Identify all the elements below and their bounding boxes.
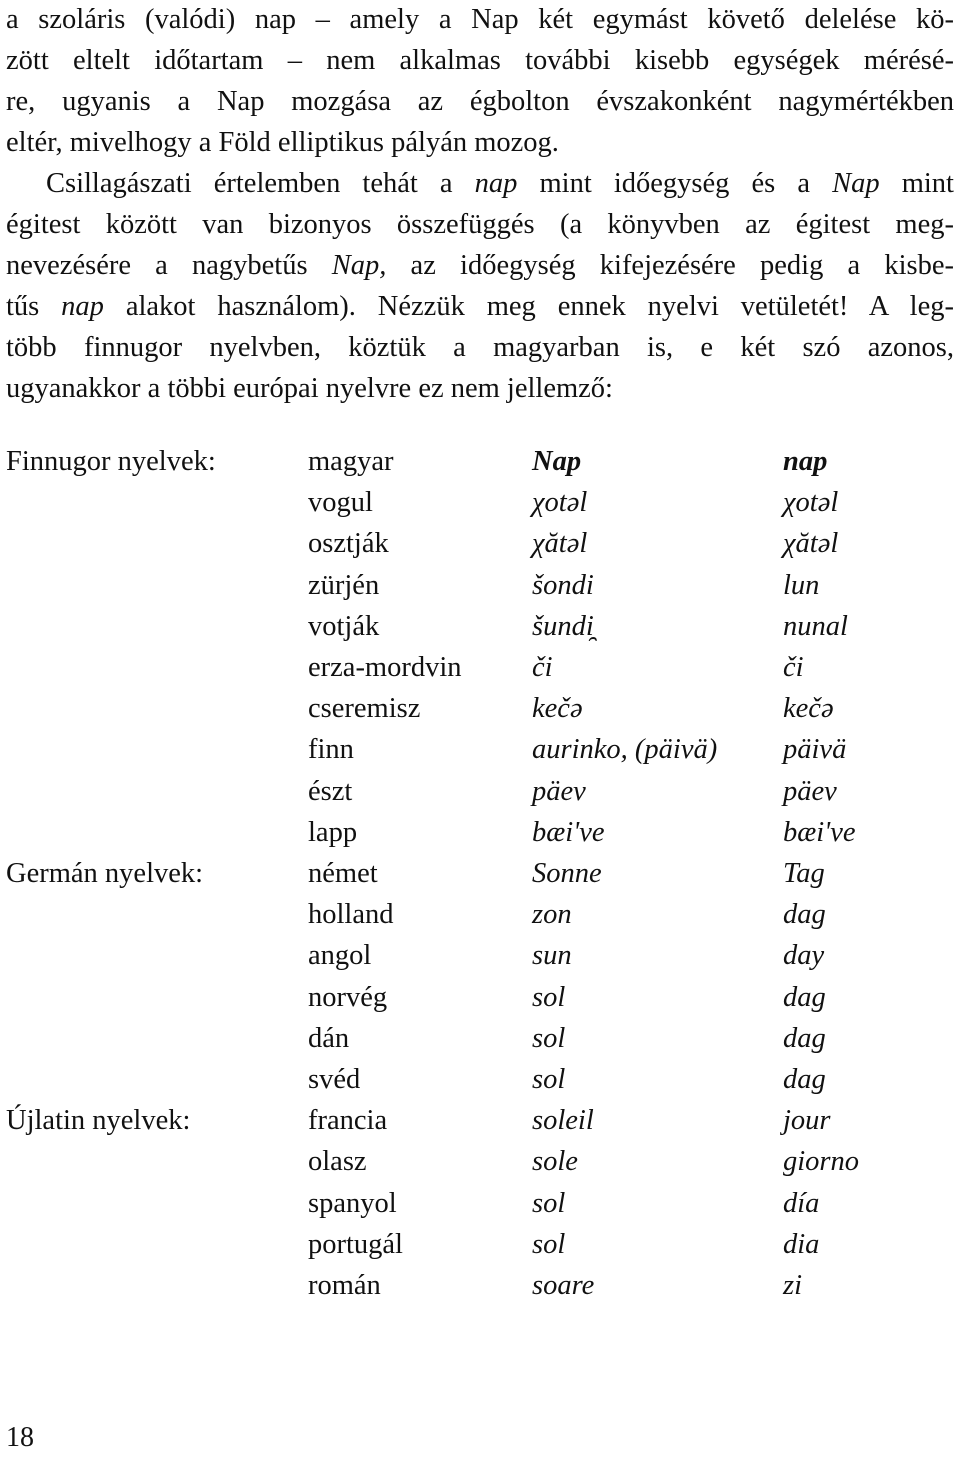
- table-row: [6, 1183, 953, 1224]
- day-word-cell: päev: [783, 775, 837, 807]
- paragraph-line: zött eltelt időtartam – nem alkalmas további kisebb egységek mérésé-: [6, 45, 954, 76]
- table-row: [6, 771, 953, 812]
- day-word-cell: giorno: [783, 1146, 860, 1178]
- table-row: [6, 482, 953, 523]
- table-row: [6, 688, 953, 729]
- table-row: [6, 1265, 953, 1306]
- sun-word-cell: sun: [532, 940, 572, 972]
- day-word-cell: jour: [783, 1105, 831, 1137]
- language-group-cell: [6, 565, 308, 606]
- day-word-cell: dia: [783, 1228, 820, 1260]
- sun-word-cell: sol: [532, 1187, 566, 1219]
- table-row: [6, 441, 953, 482]
- language-group-cell: [6, 1059, 308, 1100]
- page-number: 18: [6, 1422, 34, 1453]
- table-row: [6, 894, 953, 935]
- table-row: [6, 1100, 953, 1141]
- table-row: [6, 812, 953, 853]
- language-name-cell: angol: [308, 940, 372, 972]
- italic-term: nap: [61, 291, 104, 322]
- paragraph-line: ugyanakkor a többi európai nyelvre ez nem jellemző:: [6, 373, 613, 404]
- language-group-cell: [6, 523, 308, 564]
- table-row: [6, 935, 953, 976]
- language-group-cell: [6, 977, 308, 1018]
- table-row: [6, 647, 953, 688]
- day-word-cell: dag: [783, 899, 826, 931]
- day-word-cell: kečə: [783, 693, 834, 725]
- language-group-cell: [6, 688, 308, 729]
- paragraph-line: eltér, mivelhogy a Föld elliptikus pályán mozog.: [6, 127, 559, 158]
- sun-word-cell: šondi: [532, 569, 594, 601]
- text-run: tűs: [6, 291, 62, 322]
- day-word-cell: Tag: [783, 858, 825, 890]
- paragraph-line: [46, 164, 954, 204]
- table-row: [6, 1059, 953, 1100]
- language-name-cell: svéd: [308, 1064, 361, 1096]
- language-name-cell: lapp: [308, 816, 358, 848]
- table-row: [6, 729, 953, 770]
- text-run: az időegység kifejezésére pedig a kisbe-: [386, 250, 954, 281]
- language-group-cell: [6, 935, 308, 976]
- language-name-cell: osztják: [308, 528, 389, 560]
- day-word-cell: dag: [783, 1022, 826, 1054]
- language-name-cell: norvég: [308, 981, 388, 1013]
- language-name-cell: zürjén: [308, 569, 380, 601]
- text-run: nevezésére a nagybetűs: [6, 250, 332, 281]
- table-row: [6, 523, 953, 564]
- day-word-cell: χătəl: [783, 528, 839, 560]
- day-word-cell: lun: [783, 569, 820, 601]
- language-name-cell: román: [308, 1270, 381, 1302]
- sun-word-cell: sol: [532, 1228, 566, 1260]
- text-run: mint: [879, 168, 954, 199]
- language-name-cell: francia: [308, 1105, 388, 1137]
- day-word-cell: dag: [783, 981, 826, 1013]
- language-name-cell: erza-mordvin: [308, 652, 462, 684]
- language-group-cell: Finnugor nyelvek:: [6, 446, 216, 477]
- language-group-cell: [6, 812, 308, 853]
- day-word-cell: nunal: [783, 610, 848, 642]
- sun-word-cell: sol: [532, 1022, 566, 1054]
- sun-word-cell: Sonne: [532, 858, 602, 890]
- table-row: [6, 1018, 953, 1059]
- language-name-cell: spanyol: [308, 1187, 397, 1219]
- sun-word-cell: sol: [532, 1064, 566, 1096]
- day-word-cell: nap: [783, 446, 828, 477]
- table-row: [6, 606, 953, 647]
- language-name-cell: olasz: [308, 1146, 367, 1178]
- paragraph-line: [6, 287, 954, 327]
- language-name-cell: finn: [308, 734, 354, 766]
- sun-word-cell: kečə: [532, 693, 583, 725]
- day-word-cell: či: [783, 652, 804, 684]
- sun-word-cell: soare: [532, 1270, 595, 1302]
- sun-day-word-table: [6, 441, 953, 1306]
- paragraph-line: több finnugor nyelvben, köztük a magyarban is, e két szó azonos,: [6, 332, 954, 363]
- language-group-cell: [6, 647, 308, 688]
- day-word-cell: dag: [783, 1064, 826, 1096]
- language-name-cell: cseremisz: [308, 693, 421, 725]
- sun-word-cell: sol: [532, 981, 566, 1013]
- day-word-cell: zi: [783, 1270, 803, 1302]
- paragraph-line: égitest között van bizonyos összefüggés (a könyvben az égitest meg-: [6, 209, 954, 240]
- table-row: [6, 853, 953, 894]
- text-run: alakot használom). Nézzük meg ennek nyelvi vetületét! A leg-: [103, 291, 954, 322]
- language-name-cell: votják: [308, 610, 380, 642]
- sun-word-cell: χătəl: [532, 528, 588, 560]
- language-name-cell: észt: [308, 775, 353, 807]
- paragraph-line: re, ugyanis a Nap mozgása az égbolton évszakonként nagymértékben: [6, 86, 954, 117]
- sun-word-cell: aurinko, (päivä): [532, 734, 718, 766]
- day-word-cell: day: [783, 940, 825, 972]
- paragraph-line: [6, 246, 954, 286]
- word-table-body: [6, 441, 953, 1306]
- language-group-cell: [6, 1224, 308, 1265]
- language-group-cell: [6, 729, 308, 770]
- language-name-cell: portugál: [308, 1228, 403, 1260]
- text-run: Csillagászati értelemben tehát a: [46, 168, 475, 199]
- table-row: [6, 977, 953, 1018]
- table-row: [6, 1224, 953, 1265]
- language-group-cell: [6, 1265, 308, 1306]
- language-group-cell: [6, 1183, 308, 1224]
- sun-word-cell: bæi've: [532, 816, 605, 848]
- day-word-cell: día: [783, 1187, 820, 1219]
- language-name-cell: dán: [308, 1022, 350, 1054]
- paragraph-line: a szoláris (valódi) nap – amely a Nap két egymást követő delelése kö-: [6, 4, 954, 35]
- language-name-cell: magyar: [308, 446, 394, 477]
- sun-word-cell: šundi̯: [532, 610, 594, 642]
- sun-word-cell: či: [532, 652, 553, 684]
- italic-term: nap: [474, 168, 518, 199]
- sun-word-cell: zon: [532, 899, 572, 931]
- language-group-cell: [6, 606, 308, 647]
- day-word-cell: päivä: [783, 734, 847, 766]
- table-row: [6, 1141, 953, 1182]
- italic-term: Nap,: [331, 250, 387, 281]
- language-name-cell: vogul: [308, 487, 373, 519]
- language-name-cell: holland: [308, 899, 394, 931]
- language-group-cell: [6, 894, 308, 935]
- language-name-cell: német: [308, 858, 378, 890]
- language-group-cell: Germán nyelvek:: [6, 858, 204, 890]
- language-group-cell: [6, 1018, 308, 1059]
- language-group-cell: [6, 1141, 308, 1182]
- italic-term: Nap: [832, 168, 880, 199]
- sun-word-cell: päev: [532, 775, 586, 807]
- sun-word-cell: Nap: [532, 446, 582, 477]
- day-word-cell: bæi've: [783, 816, 856, 848]
- table-row: [6, 565, 953, 606]
- text-run: mint időegység és a: [517, 168, 833, 199]
- sun-word-cell: sole: [532, 1146, 578, 1178]
- language-group-cell: [6, 771, 308, 812]
- language-group-cell: Újlatin nyelvek:: [6, 1105, 191, 1137]
- day-word-cell: χotəl: [783, 487, 839, 519]
- language-group-cell: [6, 482, 308, 523]
- sun-word-cell: soleil: [532, 1105, 594, 1137]
- sun-word-cell: χotəl: [532, 487, 588, 519]
